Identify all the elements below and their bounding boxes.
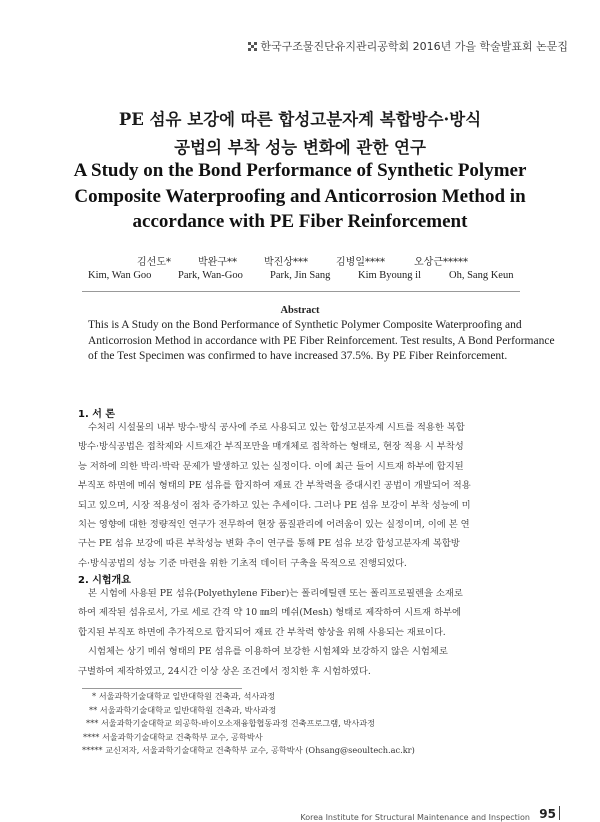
author-name-en: Park, Jin Sang <box>270 270 331 281</box>
paragraph-line: 수·방식공법의 성능 기준 마련을 위한 기초적 데이터 구축을 목적으로 진행되었다. <box>78 557 407 569</box>
author-name-ko: 박진상*** <box>264 257 308 268</box>
footnote: ** 서울과학기술대학교 일반대학원 건축과, 박사과정 <box>89 704 277 715</box>
section-body-test-overview <box>78 584 523 681</box>
abstract-body <box>88 318 555 365</box>
section-heading-introduction: 1. 서 론 <box>78 409 116 420</box>
paragraph-line: 되고 있으며, 시장 적용성이 점차 증가하고 있는 추세이다. 그러나 PE 섬유 보강이 부착 성능에 미 <box>78 499 471 511</box>
paragraph-line: 부직포 하면에 메쉬 형태의 PE 섬유를 합지하여 재료 간 부착력을 증대시킨 공법이 개발되어 적용 <box>78 480 471 492</box>
page-number-divider <box>559 806 560 820</box>
footnote: ***** 교신저자, 서울과학기술대학교 건축학부 교수, 공학박사 (Ohsang@seoultech.ac.kr) <box>82 745 415 756</box>
footnotes <box>82 690 415 758</box>
journal-name: 한국구조물진단유지관리공학회 2016년 가을 학술발표회 논문집 <box>260 40 568 53</box>
section-body-introduction <box>78 418 523 573</box>
paragraph-line: 치는 영향에 대한 정량적인 연구가 전무하여 현장 품질관리에 어려움이 있는 실정이며, 이에 본 연 <box>78 519 470 531</box>
title-english-line: accordance with PE Fiber Reinforcement <box>132 211 468 232</box>
title-korean-line: 공법의 부착 성능 변화에 관한 연구 <box>174 138 426 157</box>
author-name-ko: 김선도* <box>137 257 171 268</box>
author-name-ko: 김병일**** <box>336 257 385 268</box>
abstract-line: This is A Study on the Bond Performance of Synthetic Polymer Composite Waterproofing and <box>88 319 522 331</box>
author-name-ko: 오상근***** <box>414 257 468 268</box>
paragraph-line: 본 시험에 사용된 PE 섬유(Polyethylene Fiber)는 폴리에틸렌 또는 폴리프로필렌을 소재로 <box>88 588 463 599</box>
divider <box>82 291 520 292</box>
footnote: *** 서울과학기술대학교 의공학-바이오소재융합협동과정 건축프로그램, 박사과정 <box>86 718 376 729</box>
paragraph-line: 하여 제작된 섬유로서, 가로 세로 간격 약 10 ㎜의 메쉬(Mesh) 형태로 제작하여 시트재 하부에 <box>78 607 461 619</box>
running-header <box>248 38 568 54</box>
paragraph-line: 방수·방식공법은 접착제와 시트재간 부직포만을 매개체로 접착하는 형태로, 현장 적용 시 부착성 <box>78 441 464 453</box>
author-name-en: Oh, Sang Keun <box>449 270 514 281</box>
footnote: **** 서울과학기술대학교 건축학부 교수, 공학박사 <box>83 731 263 742</box>
author-name-en: Park, Wan-Goo <box>178 270 243 281</box>
footnote-divider <box>82 688 242 689</box>
author-name-ko: 박완구** <box>198 257 237 268</box>
section-heading-test-overview: 2. 시험개요 <box>78 575 131 586</box>
abstract-line: of the Test Specimen was confirmed to have increased 37.5%. By PE Fiber Reinforcement. <box>88 350 508 362</box>
author-name-en: Kim Byoung il <box>358 270 422 281</box>
title-english <box>0 158 600 235</box>
paragraph-line: 시험체는 상기 메쉬 형태의 PE 섬유를 이용하여 보강한 시험체와 보강하지 않은 시험체로 <box>88 646 448 658</box>
paragraph-line: 수처리 시설물의 내부 방수·방식 공사에 주로 사용되고 있는 합성고분자계 시트를 적용한 복합 <box>88 422 465 433</box>
title-korean-line: PE 섬유 보강에 따른 합성고분자계 복합방수·방식 <box>118 110 482 129</box>
footer-institute: Korea Institute for Structural Maintenance and Inspection <box>300 813 530 822</box>
grid-dots-icon <box>248 42 257 51</box>
footnote: * 서울과학기술대학교 일반대학원 건축과, 석사과정 <box>92 691 276 701</box>
author-name-en: Kim, Wan Goo <box>88 270 152 281</box>
title-english-line: Composite Waterproofing and Anticorrosion Method in <box>74 185 526 207</box>
abstract-heading: Abstract <box>280 305 320 316</box>
title-english-line: A Study on the Bond Performance of Synthetic Polymer <box>73 160 527 181</box>
paragraph-line: 구는 PE 섬유 보강에 따른 부착성능 변화 추이 연구를 통해 PE 섬유 보강 합성고분자계 복합방 <box>78 538 460 550</box>
paragraph-line: 구별하여 제작하였고, 24시간 이상 상온 조건에서 정치한 후 시험하였다. <box>78 665 371 677</box>
abstract-line: Anticorrosion Method in accordance with PE Fiber Reinforcement. Test results, A Bond Performance <box>88 334 555 347</box>
paragraph-line: 능 저하에 의한 박리·박락 문제가 발생하고 있는 실정이다. 이에 최근 들어 시트재 하부에 합지된 <box>78 460 464 472</box>
page-number: 95 <box>539 807 556 821</box>
paragraph-line: 합지된 부직포 하면에 추가적으로 합지되어 재료 간 부착력 향상을 위해 사용되는 재료이다. <box>78 626 446 638</box>
title-korean <box>0 106 600 162</box>
